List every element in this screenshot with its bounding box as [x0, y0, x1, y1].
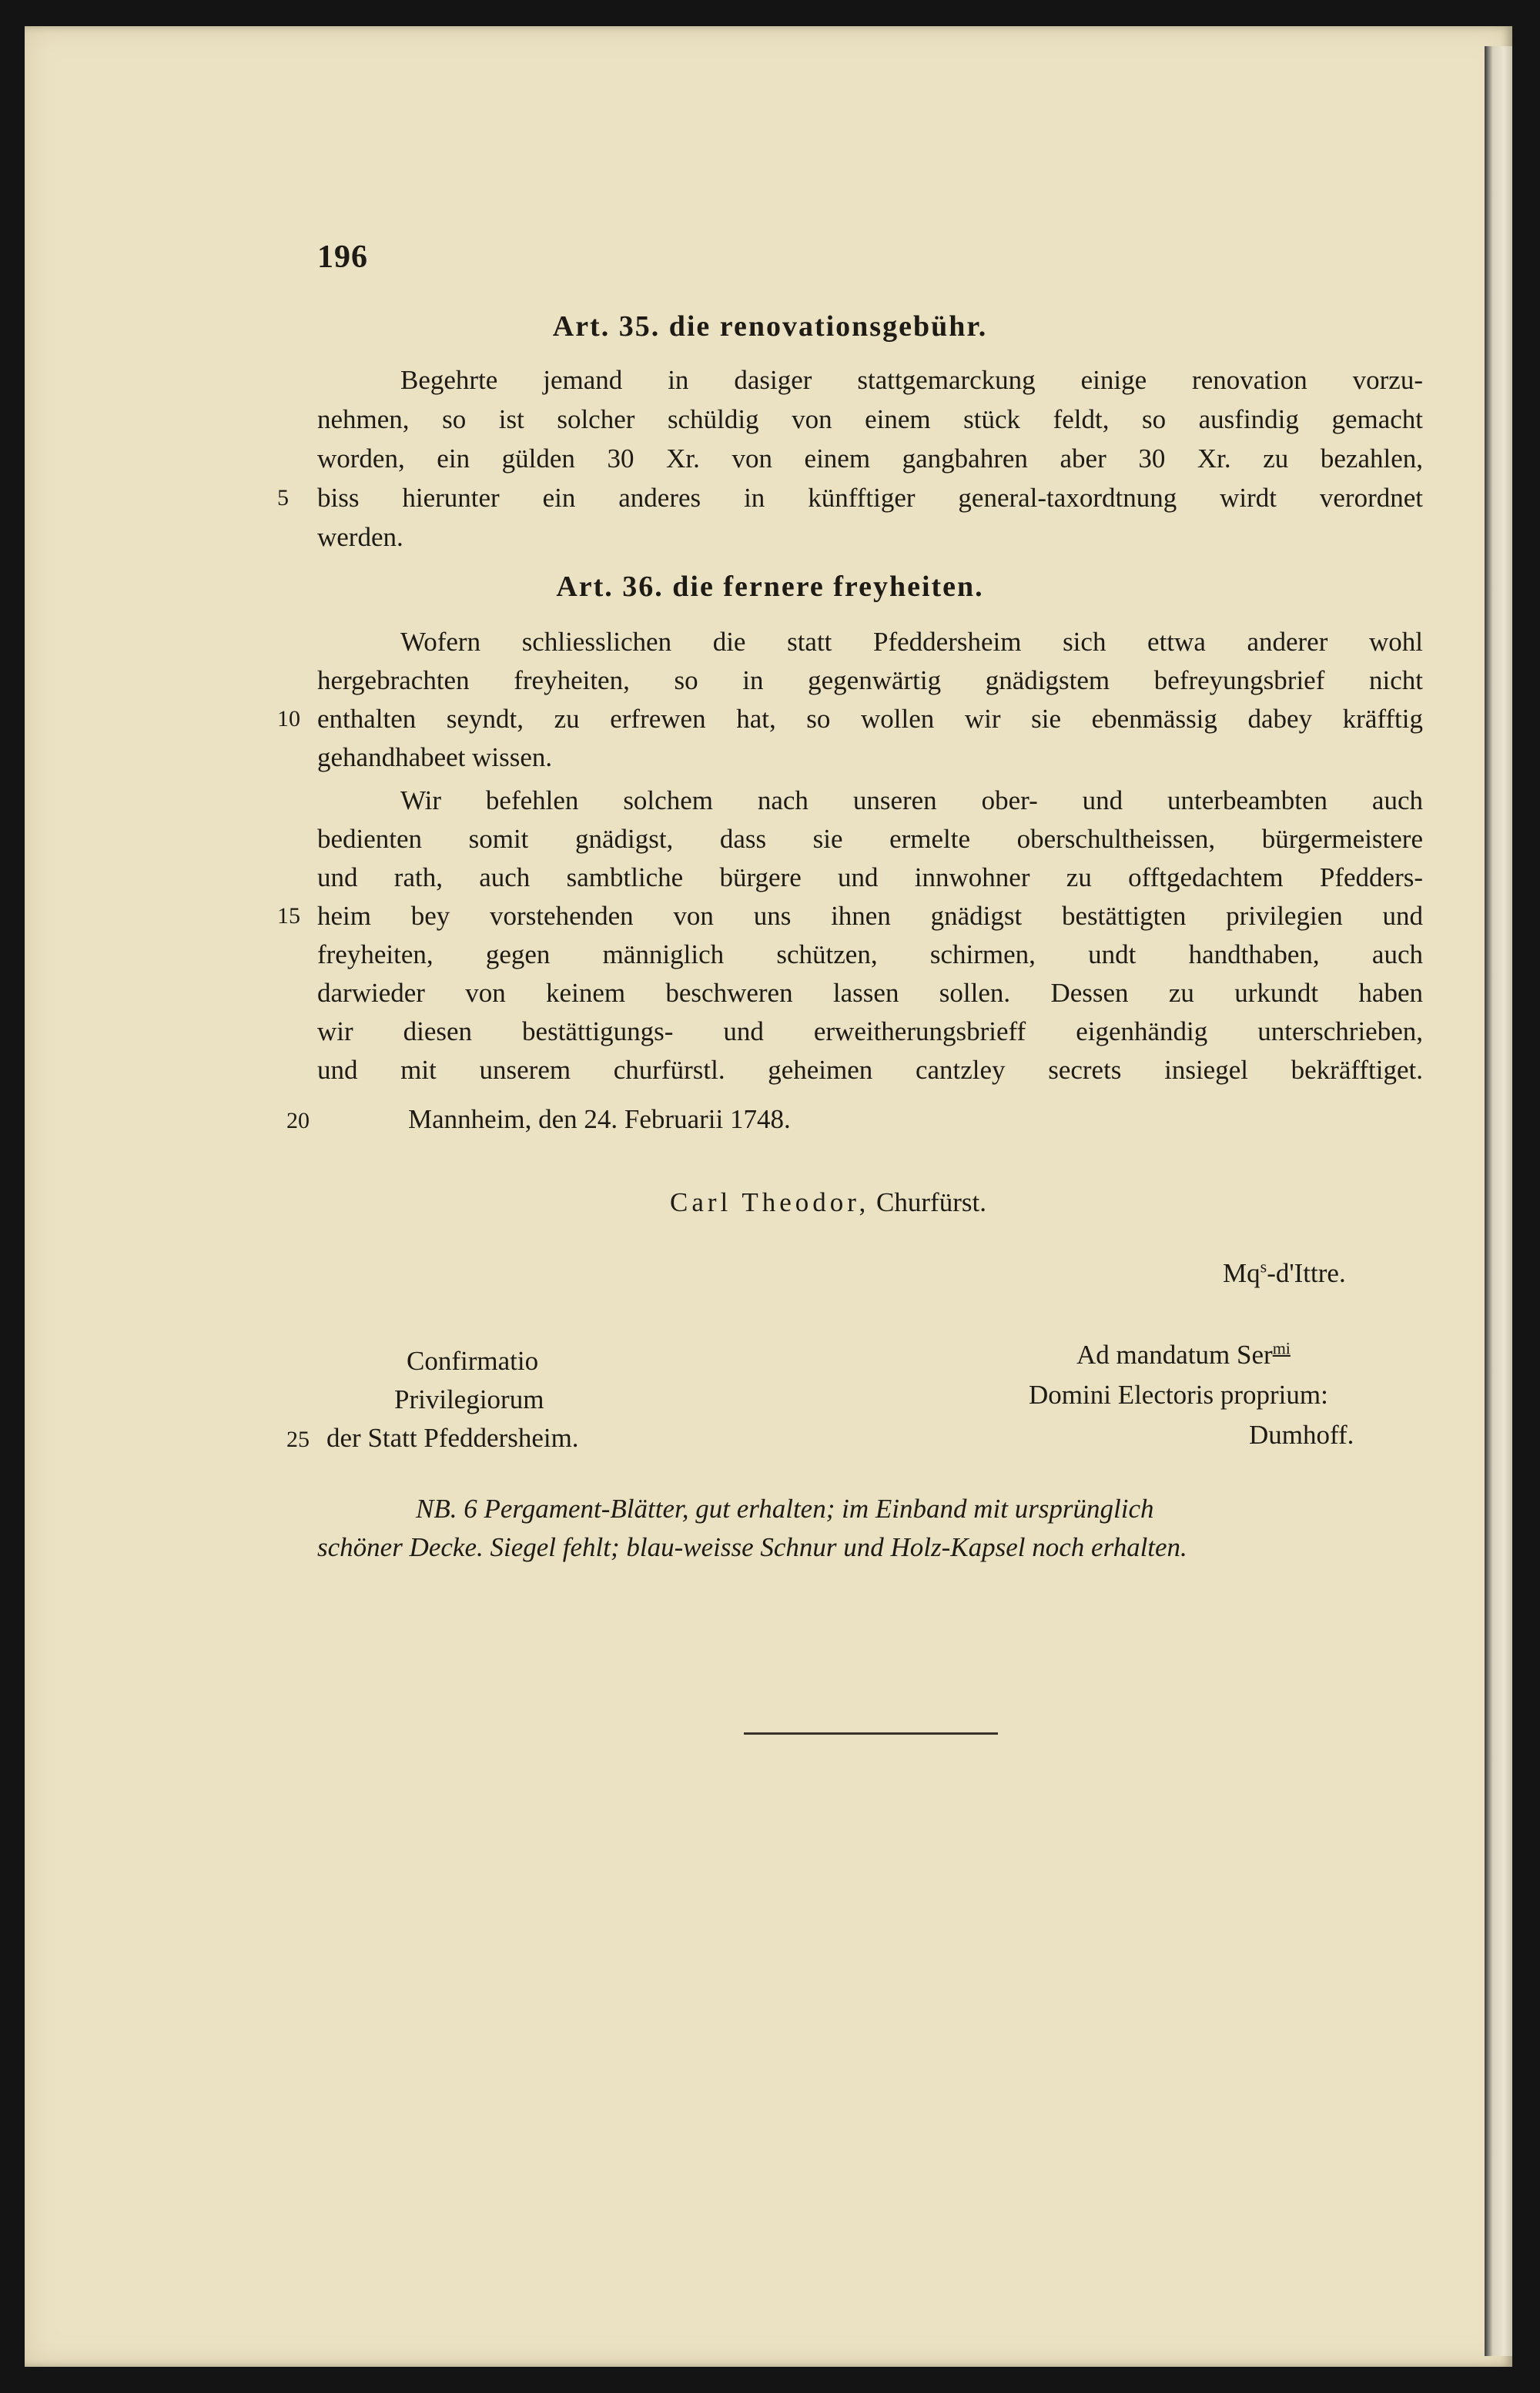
page-number: 196: [317, 239, 368, 275]
note-line-2: schöner Decke. Siegel fehlt; blau-weisse Schnur und Holz-Kapsel noch erhalten.: [317, 1532, 1187, 1562]
art36-line-6: bedienten somit gnädigst, dass sie ermelte oberschultheissen, bürgermeistere: [317, 824, 1423, 854]
countersign-base: Mq: [1223, 1258, 1260, 1288]
art36-line-3: enthalten seyndt, zu erfrewen hat, so wollen wir sie ebenmässig dabey kräfftig: [317, 704, 1423, 734]
art35-line-5: werden.: [317, 522, 403, 552]
endorsement-right-line-1-sup: mi: [1272, 1338, 1291, 1358]
line-number-20: 20: [286, 1108, 310, 1133]
art36-line-7: und rath, auch sambtliche bürgere und innwohner zu offtgedachtem Pfedders-: [317, 862, 1423, 892]
art36-line-12: und mit unserem churfürstl. geheimen cantzley secrets insiegel bekräfftiget.: [317, 1055, 1423, 1085]
note-line-1: NB. 6 Pergament-Blätter, gut erhalten; im Einband mit ursprünglich: [416, 1494, 1154, 1524]
endorsement-right-line-1-base: Ad mandatum Ser: [1076, 1340, 1273, 1370]
countersign: [1223, 1257, 1346, 1290]
countersign-sup: s: [1260, 1257, 1267, 1277]
signature-name: Carl Theodor,: [670, 1187, 870, 1217]
page-edge: [1485, 46, 1512, 2356]
art35-line-2: nehmen, so ist solcher schüldig von einem stück feldt, so ausfindig gemacht: [317, 404, 1423, 434]
art36-line-10: darwieder von keinem beschweren lassen sollen. Dessen zu urkundt haben: [317, 978, 1423, 1008]
art36-line-5: Wir befehlen solchem nach unseren ober- und unterbeambten auch: [400, 785, 1423, 815]
line-number-10: 10: [277, 706, 300, 731]
endorsement-right-line-3: Dumhoff.: [1249, 1420, 1354, 1450]
countersign-rest: -d'Ittre.: [1267, 1258, 1346, 1288]
endorsement-left-line-1: Confirmatio: [407, 1346, 539, 1376]
line-number-5: 5: [277, 485, 289, 510]
endorsement-right-line-2: Domini Electoris proprium:: [1029, 1380, 1328, 1410]
art35-line-4: biss hierunter ein anderes in künfftiger general-taxordtnung wirdt verordnet: [317, 483, 1423, 513]
signature: [670, 1186, 986, 1220]
endorsement-left-line-2: Privilegiorum: [394, 1384, 544, 1414]
art36-line-4: gehandhabeet wissen.: [317, 742, 553, 772]
endorsement-left-line-3: der Statt Pfeddersheim.: [326, 1423, 579, 1453]
art36-line-9: freyheiten, gegen männiglich schützen, schirmen, undt handthaben, auch: [317, 939, 1423, 969]
closing-rule: [744, 1732, 998, 1735]
line-number-25: 25: [286, 1427, 310, 1452]
endorsement-right-line-1: [1076, 1338, 1291, 1372]
art35-line-3: worden, ein gülden 30 Xr. von einem gangbahren aber 30 Xr. zu bezahlen,: [317, 443, 1423, 474]
signature-title: Churfürst.: [876, 1187, 986, 1217]
art36-line-8: heim bey vorstehenden von uns ihnen gnädigst bestättigten privilegien und: [317, 901, 1423, 931]
art36-heading: Art. 36. die fernere freyheiten.: [556, 571, 984, 603]
art36-line-2: hergebrachten freyheiten, so in gegenwärtig gnädigstem befreyungsbrief nicht: [317, 665, 1423, 695]
line-number-15: 15: [277, 903, 300, 929]
art35-heading: Art. 35. die renovationsgebühr.: [552, 310, 988, 343]
art35-line-1: Begehrte jemand in dasiger stattgemarckung einige renovation vorzu-: [400, 365, 1423, 395]
art36-line-11: wir diesen bestättigungs- und erweitherungsbrieff eigenhändig unterschrieben,: [317, 1016, 1423, 1046]
dateline: Mannheim, den 24. Februarii 1748.: [408, 1104, 791, 1134]
art36-line-1: Wofern schliesslichen die statt Pfeddersheim sich ettwa anderer wohl: [400, 627, 1423, 657]
